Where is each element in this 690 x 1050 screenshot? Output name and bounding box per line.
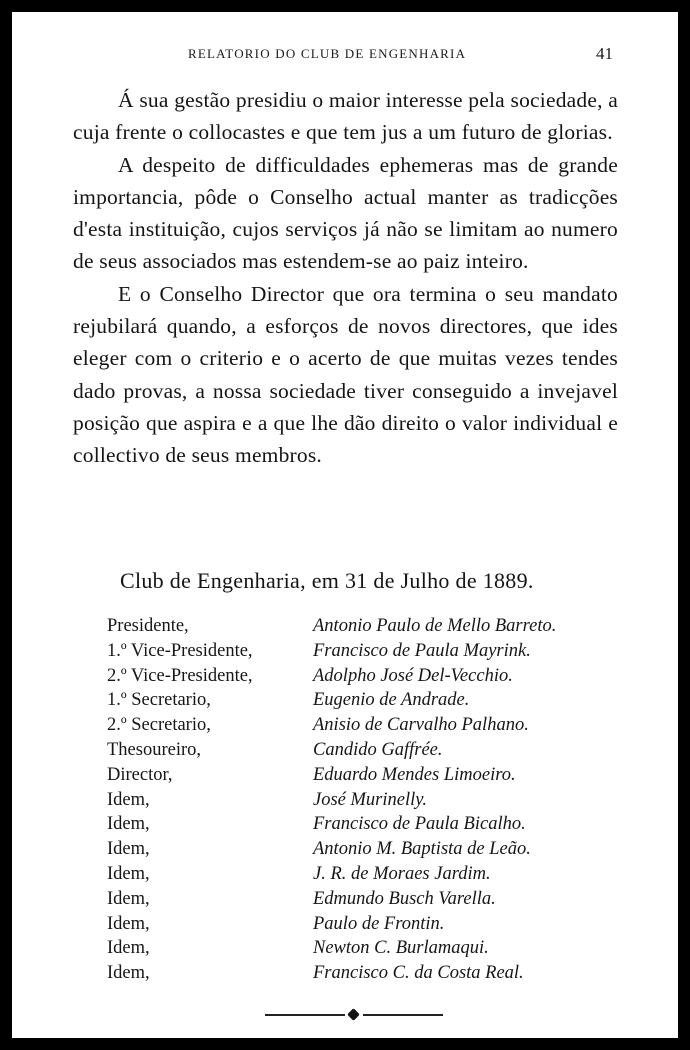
signatory-row [107, 641, 627, 666]
document-page [12, 12, 678, 1038]
signatory-row [107, 889, 627, 914]
signatory-row [107, 938, 627, 963]
signatory-row [107, 690, 627, 715]
signatory-row [107, 616, 627, 641]
signatory-name: Francisco de Paula Bicalho. [313, 814, 526, 835]
signatory-name: Anisio de Carvalho Palhano. [313, 715, 529, 736]
signatory-role: Idem, [107, 913, 150, 934]
signatory-name: Eduardo Mendes Limoeiro. [313, 764, 516, 785]
ornament-diamond-icon [347, 1008, 360, 1021]
signatory-name: Francisco de Paula Mayrink. [313, 640, 531, 661]
page-header [12, 46, 678, 68]
signatory-role: Idem, [107, 938, 150, 959]
running-head: RELATORIO DO CLUB DE ENGENHARIA [188, 46, 467, 61]
signatory-row [107, 765, 627, 790]
signatory-row [107, 790, 627, 815]
signatory-row [107, 963, 627, 988]
signatory-role: Idem, [107, 814, 150, 835]
signatory-role: Presidente, [107, 616, 189, 636]
page-number: 41 [596, 44, 613, 63]
paragraph: Á sua gestão presidiu o maior interesse pela sociedade, a cuja frente o collocastes e que tem jus a um futuro de glorias. [73, 88, 618, 145]
signatory-row [107, 666, 627, 691]
body-text [73, 84, 618, 472]
dateline: Club de Engenharia, em 31 de Julho de 1889. [120, 568, 534, 593]
signatory-name: Newton C. Burlamaqui. [313, 938, 489, 959]
signatory-name: Antonio M. Baptista de Leão. [313, 839, 531, 860]
signatory-name: J. R. de Moraes Jardim. [313, 863, 491, 884]
signatory-name: Adolpho José Del-Vecchio. [313, 665, 513, 686]
ornament-rule-left [265, 1014, 345, 1016]
signatory-role: Idem, [107, 888, 150, 909]
signatory-name: Candido Gaffrée. [313, 739, 443, 760]
signatory-name: Eugenio de Andrade. [313, 690, 470, 711]
signatory-role: 1.º Vice-Presidente, [107, 640, 253, 661]
signatory-row [107, 715, 627, 740]
signatory-name: Edmundo Busch Varella. [313, 888, 496, 909]
signatory-role: Idem, [107, 789, 150, 810]
signatory-row [107, 914, 627, 939]
signatories-list [107, 616, 627, 988]
signatory-role: 2.º Vice-Presidente, [107, 665, 253, 686]
signatory-role: Idem, [107, 839, 150, 860]
signatory-role: Director, [107, 764, 173, 785]
closing-ornament [265, 1008, 445, 1020]
signatory-name: Antonio Paulo de Mello Barreto. [313, 616, 557, 636]
signatory-row [107, 814, 627, 839]
signatory-row [107, 839, 627, 864]
signatory-role: 1.º Secretario, [107, 690, 211, 711]
signatory-role: Idem, [107, 863, 150, 884]
signatory-row [107, 740, 627, 765]
signatory-name: Francisco C. da Costa Real. [313, 963, 524, 984]
signatory-role: 2.º Secretario, [107, 715, 211, 736]
signatory-role: Idem, [107, 963, 150, 984]
paragraph: A despeito de difficuldades ephemeras mas de grande importancia, pôde o Conselho actual manter as tradicções d'esta instituição, cujos serviços já não se limitam ao numero de seus associados mas estendem-se ao paiz inteiro. [73, 152, 618, 274]
ornament-rule-right [363, 1014, 443, 1016]
signatory-name: Paulo de Frontin. [313, 913, 445, 934]
paragraph: E o Conselho Director que ora termina o seu mandato rejubilará quando, a esforços de novos directores, que ides eleger com o criterio e o acerto de que muitas vezes tendes dado provas, a nossa sociedade tiver conseguido a invejavel posição que aspira e a que lhe dão direito o valor individual e collectivo de seus membros. [73, 281, 618, 468]
signatory-row [107, 864, 627, 889]
signatory-role: Thesoureiro, [107, 739, 202, 760]
signatory-name: José Murinelly. [313, 789, 428, 810]
